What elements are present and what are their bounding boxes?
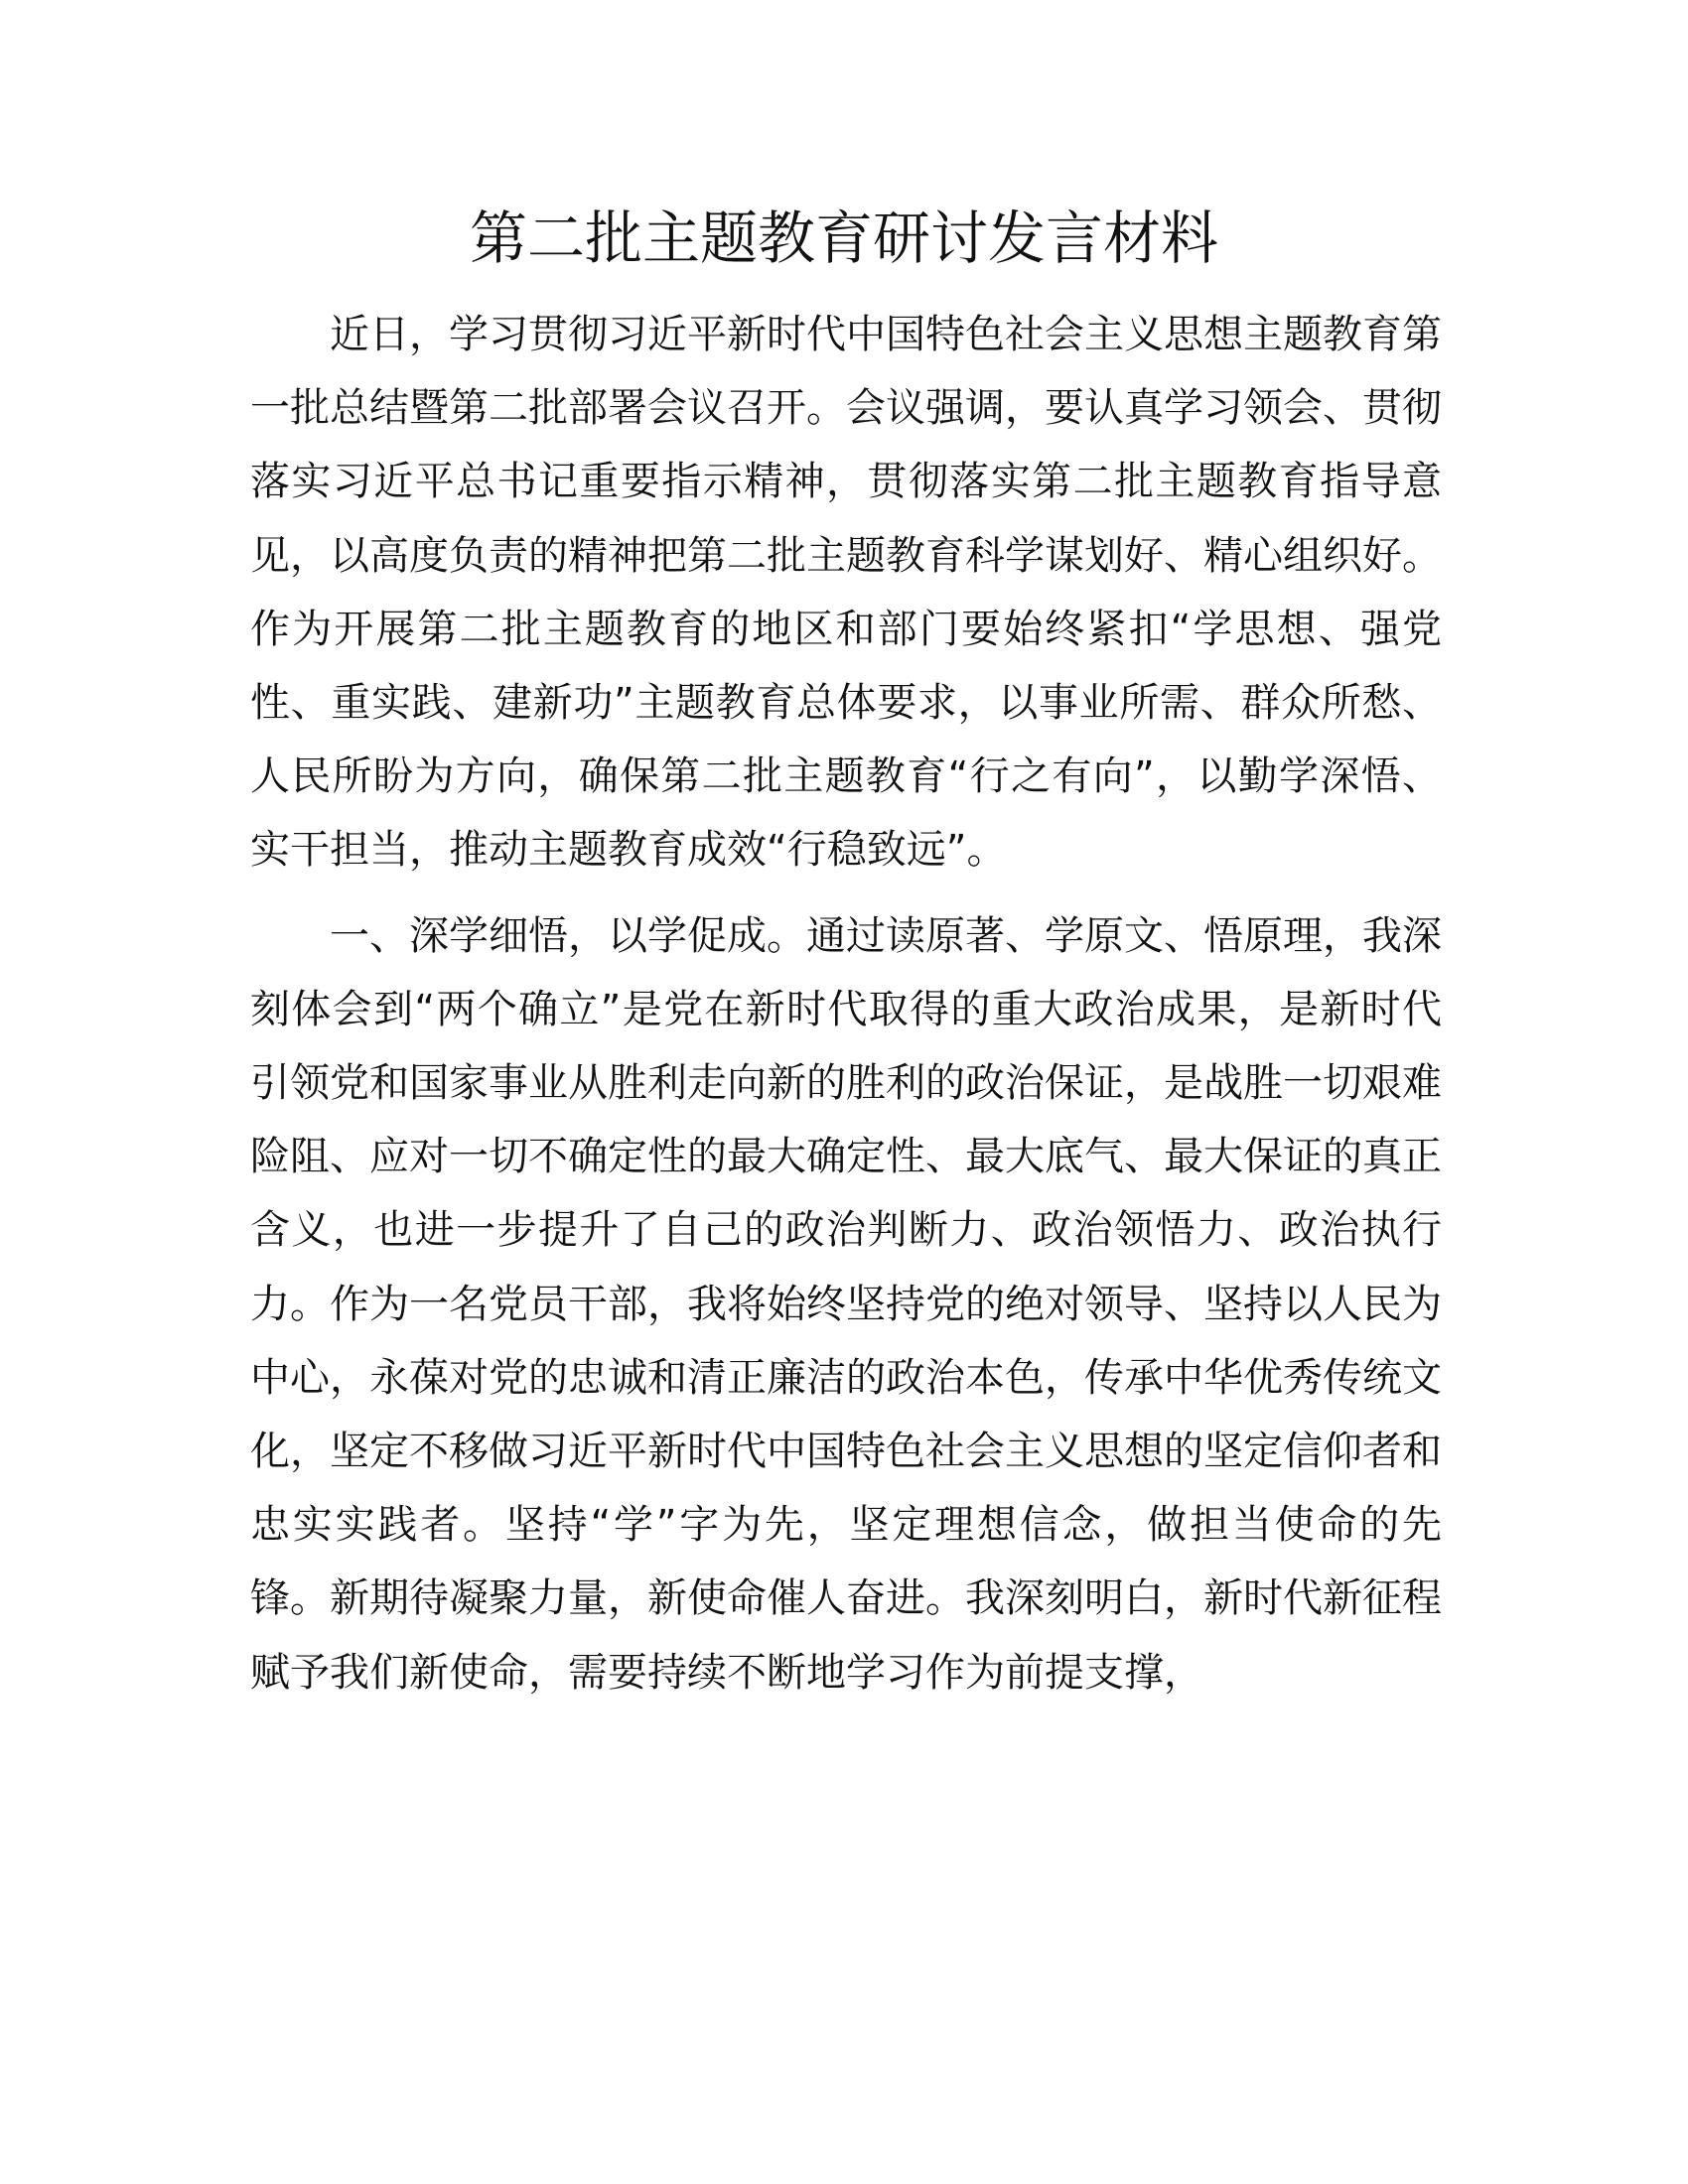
document-body (250, 298, 1442, 1709)
page-title: 第二批主题教育研讨发言材料 (469, 205, 1218, 272)
paragraph-intro: 近日，学习贯彻习近平新时代中国特色社会主义思想主题教育第一批总结暨第二批部署会议召开。会议强调，要认真学习领会、贯彻落实习近平总书记重要指示精神，贯彻落实第二批主题教育指导意见，以高度负责的精神把第二批主题教育科学谋划好、精心组织好。作为开展第二批主题教育的地区和部门要始终紧扣“学思想、强党性、重实践、建新功”主题教育总体要求，以事业所需、群众所愁、人民所盼为方向，确保第二批主题教育“行之有向”，以勤学深悟、实干担当，推动主题教育成效“行稳致远”。 (250, 312, 1442, 874)
paragraph-section-1: 一、深学细悟，以学促成。通过读原著、学原文、悟原理，我深刻体会到“两个确立”是党在新时代取得的重大政治成果，是新时代引领党和国家事业从胜利走向新的胜利的政治保证，是战胜一切艰难险阻、应对一切不确定性的最大确定性、最大底气、最大保证的真正含义，也进一步提升了自己的政治判断力、政治领悟力、政治执行力。作为一名党员干部，我将始终坚持党的绝对领导、坚持以人民为中心，永葆对党的忠诚和清正廉洁的政治本色，传承中华优秀传统文化，坚定不移做习近平新时代中国特色社会主义思想的坚定信仰者和忠实实践者。坚持“学”字为先，坚定理想信念，做担当使命的先锋。新期待凝聚力量，新使命催人奋进。我深刻明白，新时代新征程赋予我们新使命，需要持续不断地学习作为前提支撑， (250, 912, 1442, 1696)
